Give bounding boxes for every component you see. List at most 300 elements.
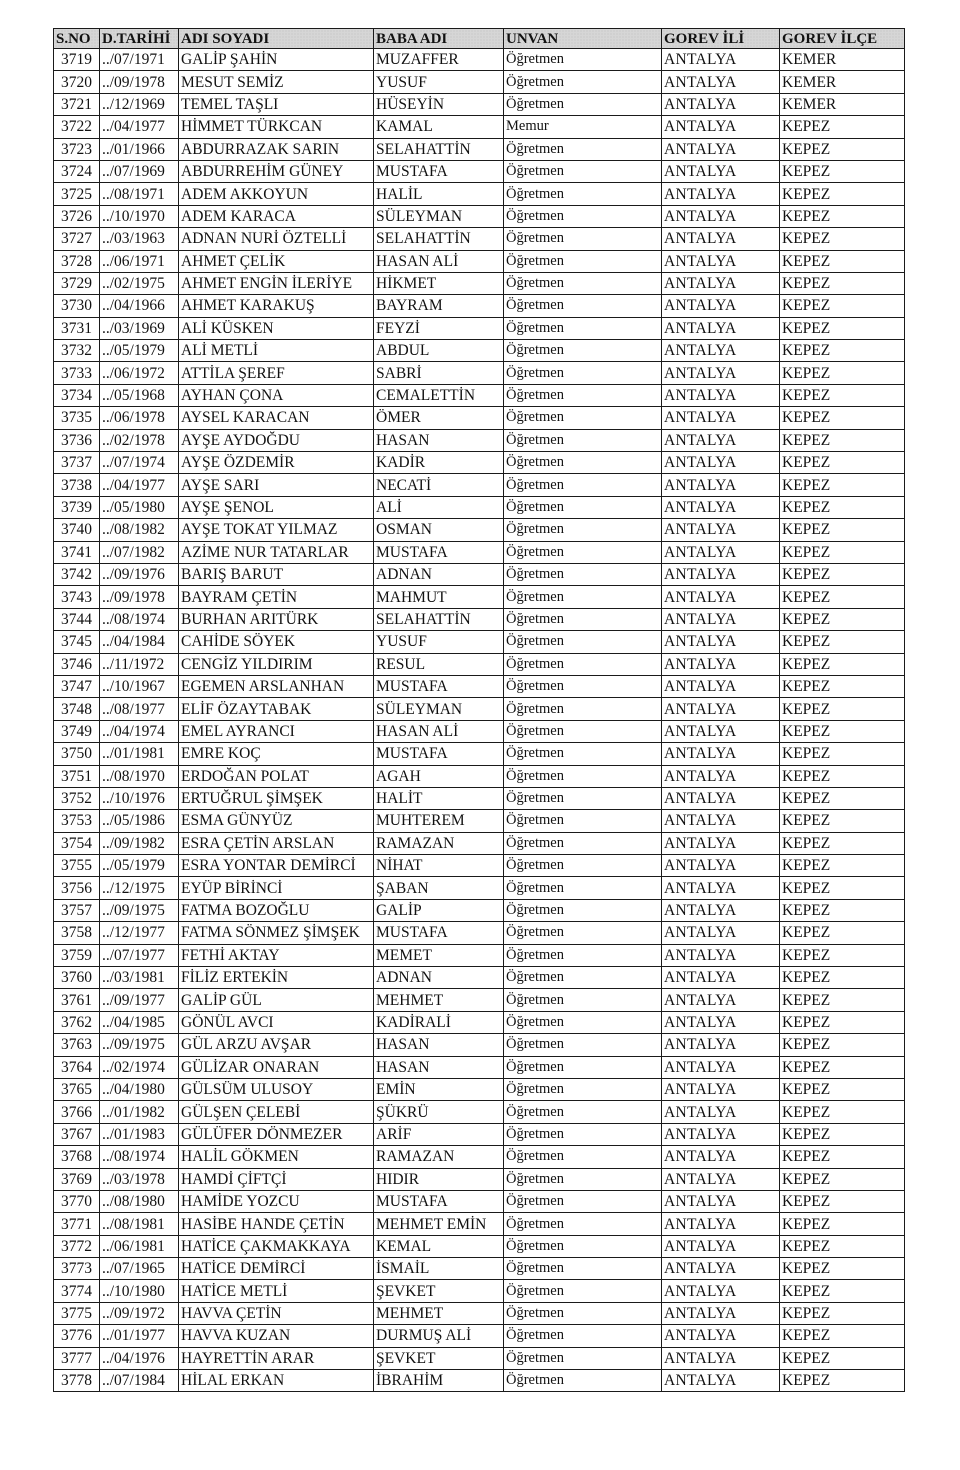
cell-birth-date: ../08/1974 xyxy=(100,1146,179,1168)
table-row xyxy=(54,1034,905,1056)
cell-father-name: HASAN ALİ xyxy=(374,250,504,272)
cell-province: ANTALYA xyxy=(662,810,780,832)
cell-province: ANTALYA xyxy=(662,160,780,182)
cell-birth-date: ../04/1977 xyxy=(100,116,179,138)
table-row xyxy=(54,183,905,205)
cell-sno: 3753 xyxy=(54,810,100,832)
table-row xyxy=(54,1280,905,1302)
cell-sno: 3754 xyxy=(54,832,100,854)
cell-sno: 3764 xyxy=(54,1056,100,1078)
table-row xyxy=(54,675,905,697)
cell-full-name: AYŞE SARI xyxy=(179,474,374,496)
header-province: GOREV İLİ xyxy=(662,29,780,49)
cell-district: KEPEZ xyxy=(780,989,905,1011)
cell-district: KEPEZ xyxy=(780,765,905,787)
cell-full-name: AZİME NUR TATARLAR xyxy=(179,541,374,563)
cell-district: KEPEZ xyxy=(780,1101,905,1123)
cell-title: Öğretmen xyxy=(504,474,662,496)
header-title: UNVAN xyxy=(504,29,662,49)
table-row xyxy=(54,1325,905,1347)
cell-title: Öğretmen xyxy=(504,832,662,854)
cell-title: Öğretmen xyxy=(504,631,662,653)
cell-district: KEPEZ xyxy=(780,877,905,899)
cell-birth-date: ../01/1983 xyxy=(100,1123,179,1145)
cell-title: Öğretmen xyxy=(504,541,662,563)
cell-province: ANTALYA xyxy=(662,1347,780,1369)
cell-district: KEPEZ xyxy=(780,295,905,317)
table-row xyxy=(54,1146,905,1168)
table-row xyxy=(54,496,905,518)
cell-father-name: BAYRAM xyxy=(374,295,504,317)
cell-full-name: MESUT SEMİZ xyxy=(179,71,374,93)
cell-birth-date: ../07/1977 xyxy=(100,944,179,966)
cell-full-name: ADNAN NURİ ÖZTELLİ xyxy=(179,228,374,250)
cell-father-name: YUSUF xyxy=(374,71,504,93)
cell-full-name: CENGİZ YILDIRIM xyxy=(179,653,374,675)
cell-father-name: MUSTAFA xyxy=(374,922,504,944)
cell-sno: 3722 xyxy=(54,116,100,138)
table-row xyxy=(54,989,905,1011)
cell-district: KEPEZ xyxy=(780,855,905,877)
cell-district: KEPEZ xyxy=(780,563,905,585)
cell-birth-date: ../08/1977 xyxy=(100,698,179,720)
cell-sno: 3726 xyxy=(54,205,100,227)
cell-title: Öğretmen xyxy=(504,93,662,115)
cell-district: KEPEZ xyxy=(780,1302,905,1324)
cell-sno: 3735 xyxy=(54,407,100,429)
cell-birth-date: ../08/1982 xyxy=(100,519,179,541)
personnel-list-document xyxy=(53,28,904,1392)
table-row xyxy=(54,1168,905,1190)
cell-birth-date: ../05/1979 xyxy=(100,855,179,877)
cell-title: Öğretmen xyxy=(504,1190,662,1212)
cell-father-name: İBRAHİM xyxy=(374,1370,504,1392)
cell-district: KEPEZ xyxy=(780,1078,905,1100)
cell-district: KEPEZ xyxy=(780,138,905,160)
cell-full-name: ESMA GÜNYÜZ xyxy=(179,810,374,832)
cell-birth-date: ../10/1976 xyxy=(100,787,179,809)
cell-birth-date: ../05/1968 xyxy=(100,384,179,406)
cell-district: KEPEZ xyxy=(780,183,905,205)
cell-sno: 3749 xyxy=(54,720,100,742)
cell-province: ANTALYA xyxy=(662,698,780,720)
cell-title: Öğretmen xyxy=(504,228,662,250)
cell-father-name: HÜSEYİN xyxy=(374,93,504,115)
cell-title: Öğretmen xyxy=(504,49,662,71)
cell-district: KEPEZ xyxy=(780,1011,905,1033)
table-body xyxy=(54,49,905,1392)
cell-title: Öğretmen xyxy=(504,496,662,518)
cell-birth-date: ../01/1966 xyxy=(100,138,179,160)
cell-father-name: KADİR xyxy=(374,452,504,474)
cell-sno: 3778 xyxy=(54,1370,100,1392)
table-row xyxy=(54,698,905,720)
cell-province: ANTALYA xyxy=(662,1370,780,1392)
cell-title: Öğretmen xyxy=(504,1370,662,1392)
cell-sno: 3757 xyxy=(54,899,100,921)
cell-province: ANTALYA xyxy=(662,675,780,697)
cell-sno: 3725 xyxy=(54,183,100,205)
cell-sno: 3751 xyxy=(54,765,100,787)
cell-province: ANTALYA xyxy=(662,205,780,227)
table-row xyxy=(54,295,905,317)
cell-title: Öğretmen xyxy=(504,250,662,272)
cell-district: KEPEZ xyxy=(780,967,905,989)
cell-father-name: ŞÜKRÜ xyxy=(374,1101,504,1123)
table-row xyxy=(54,922,905,944)
cell-full-name: EMEL AYRANCI xyxy=(179,720,374,742)
cell-title: Öğretmen xyxy=(504,563,662,585)
cell-province: ANTALYA xyxy=(662,563,780,585)
cell-birth-date: ../06/1971 xyxy=(100,250,179,272)
cell-province: ANTALYA xyxy=(662,1213,780,1235)
cell-district: KEPEZ xyxy=(780,698,905,720)
cell-district: KEPEZ xyxy=(780,384,905,406)
table-row xyxy=(54,1235,905,1257)
cell-province: ANTALYA xyxy=(662,608,780,630)
cell-father-name: ALİ xyxy=(374,496,504,518)
cell-title: Öğretmen xyxy=(504,183,662,205)
cell-father-name: SABRİ xyxy=(374,362,504,384)
cell-title: Öğretmen xyxy=(504,71,662,93)
cell-district: KEPEZ xyxy=(780,362,905,384)
cell-district: KEPEZ xyxy=(780,675,905,697)
cell-full-name: AHMET ÇELİK xyxy=(179,250,374,272)
cell-title: Öğretmen xyxy=(504,944,662,966)
cell-sno: 3729 xyxy=(54,272,100,294)
cell-district: KEPEZ xyxy=(780,608,905,630)
cell-province: ANTALYA xyxy=(662,250,780,272)
cell-birth-date: ../01/1977 xyxy=(100,1325,179,1347)
cell-full-name: EGEMEN ARSLANHAN xyxy=(179,675,374,697)
table-row xyxy=(54,1123,905,1145)
cell-district: KEPEZ xyxy=(780,228,905,250)
header-birth-date: D.TARİHİ xyxy=(100,29,179,49)
cell-father-name: ARİF xyxy=(374,1123,504,1145)
cell-district: KEPEZ xyxy=(780,810,905,832)
cell-province: ANTALYA xyxy=(662,1280,780,1302)
cell-father-name: MEHMET xyxy=(374,1302,504,1324)
cell-district: KEPEZ xyxy=(780,720,905,742)
table-row xyxy=(54,967,905,989)
cell-birth-date: ../09/1978 xyxy=(100,71,179,93)
cell-birth-date: ../12/1969 xyxy=(100,93,179,115)
cell-father-name: ŞEVKET xyxy=(374,1280,504,1302)
table-row xyxy=(54,384,905,406)
cell-sno: 3747 xyxy=(54,675,100,697)
cell-title: Öğretmen xyxy=(504,1235,662,1257)
cell-father-name: MUSTAFA xyxy=(374,675,504,697)
table-row xyxy=(54,720,905,742)
cell-province: ANTALYA xyxy=(662,272,780,294)
cell-full-name: AYŞE ÖZDEMİR xyxy=(179,452,374,474)
cell-father-name: MEHMET xyxy=(374,989,504,1011)
cell-father-name: ADNAN xyxy=(374,563,504,585)
cell-birth-date: ../09/1975 xyxy=(100,899,179,921)
cell-father-name: DURMUŞ ALİ xyxy=(374,1325,504,1347)
cell-province: ANTALYA xyxy=(662,586,780,608)
cell-district: KEPEZ xyxy=(780,922,905,944)
cell-birth-date: ../03/1978 xyxy=(100,1168,179,1190)
cell-province: ANTALYA xyxy=(662,49,780,71)
cell-birth-date: ../06/1972 xyxy=(100,362,179,384)
cell-province: ANTALYA xyxy=(662,429,780,451)
cell-district: KEPEZ xyxy=(780,250,905,272)
cell-father-name: HALİL xyxy=(374,183,504,205)
table-row xyxy=(54,138,905,160)
cell-full-name: HATİCE DEMİRCİ xyxy=(179,1258,374,1280)
cell-father-name: ŞABAN xyxy=(374,877,504,899)
cell-full-name: ERDOĞAN POLAT xyxy=(179,765,374,787)
cell-title: Öğretmen xyxy=(504,340,662,362)
cell-province: ANTALYA xyxy=(662,541,780,563)
cell-full-name: GÜLŞEN ÇELEBİ xyxy=(179,1101,374,1123)
cell-full-name: HATİCE ÇAKMAKKAYA xyxy=(179,1235,374,1257)
cell-province: ANTALYA xyxy=(662,1011,780,1033)
cell-sno: 3759 xyxy=(54,944,100,966)
cell-father-name: NİHAT xyxy=(374,855,504,877)
cell-father-name: OSMAN xyxy=(374,519,504,541)
cell-province: ANTALYA xyxy=(662,116,780,138)
cell-full-name: HAVVA KUZAN xyxy=(179,1325,374,1347)
cell-province: ANTALYA xyxy=(662,362,780,384)
header-father-name: BABA ADI xyxy=(374,29,504,49)
cell-district: KEPEZ xyxy=(780,586,905,608)
cell-sno: 3761 xyxy=(54,989,100,1011)
cell-sno: 3772 xyxy=(54,1235,100,1257)
cell-full-name: GÜL ARZU AVŞAR xyxy=(179,1034,374,1056)
cell-full-name: GÜLÜFER DÖNMEZER xyxy=(179,1123,374,1145)
cell-birth-date: ../09/1977 xyxy=(100,989,179,1011)
cell-title: Öğretmen xyxy=(504,653,662,675)
cell-district: KEPEZ xyxy=(780,1034,905,1056)
cell-full-name: BAYRAM ÇETİN xyxy=(179,586,374,608)
cell-province: ANTALYA xyxy=(662,228,780,250)
cell-title: Öğretmen xyxy=(504,1325,662,1347)
table-row xyxy=(54,160,905,182)
cell-title: Öğretmen xyxy=(504,1056,662,1078)
personnel-table xyxy=(53,28,905,1392)
cell-full-name: FATMA BOZOĞLU xyxy=(179,899,374,921)
cell-father-name: MUHTEREM xyxy=(374,810,504,832)
cell-sno: 3769 xyxy=(54,1168,100,1190)
cell-father-name: MUZAFFER xyxy=(374,49,504,71)
cell-father-name: SÜLEYMAN xyxy=(374,205,504,227)
cell-district: KEPEZ xyxy=(780,407,905,429)
cell-birth-date: ../10/1980 xyxy=(100,1280,179,1302)
cell-sno: 3776 xyxy=(54,1325,100,1347)
cell-birth-date: ../04/1984 xyxy=(100,631,179,653)
cell-district: KEPEZ xyxy=(780,429,905,451)
cell-title: Öğretmen xyxy=(504,698,662,720)
cell-district: KEPEZ xyxy=(780,272,905,294)
cell-birth-date: ../08/1974 xyxy=(100,608,179,630)
table-header-row xyxy=(54,29,905,49)
cell-father-name: HASAN ALİ xyxy=(374,720,504,742)
table-row xyxy=(54,1258,905,1280)
cell-sno: 3743 xyxy=(54,586,100,608)
header-district: GOREV İLÇE xyxy=(780,29,905,49)
table-row xyxy=(54,116,905,138)
cell-sno: 3723 xyxy=(54,138,100,160)
cell-province: ANTALYA xyxy=(662,1325,780,1347)
cell-full-name: HAYRETTİN ARAR xyxy=(179,1347,374,1369)
cell-full-name: ESRA YONTAR DEMİRCİ xyxy=(179,855,374,877)
cell-father-name: MUSTAFA xyxy=(374,743,504,765)
cell-province: ANTALYA xyxy=(662,1302,780,1324)
header-full-name: ADI SOYADI xyxy=(179,29,374,49)
cell-full-name: HASİBE HANDE ÇETİN xyxy=(179,1213,374,1235)
cell-father-name: SELAHATTİN xyxy=(374,228,504,250)
cell-title: Öğretmen xyxy=(504,1011,662,1033)
cell-sno: 3739 xyxy=(54,496,100,518)
cell-title: Öğretmen xyxy=(504,295,662,317)
table-row xyxy=(54,832,905,854)
cell-birth-date: ../06/1981 xyxy=(100,1235,179,1257)
table-row xyxy=(54,765,905,787)
cell-father-name: MUSTAFA xyxy=(374,160,504,182)
cell-title: Öğretmen xyxy=(504,967,662,989)
cell-district: KEPEZ xyxy=(780,519,905,541)
cell-birth-date: ../03/1963 xyxy=(100,228,179,250)
cell-district: KEPEZ xyxy=(780,452,905,474)
cell-sno: 3744 xyxy=(54,608,100,630)
cell-province: ANTALYA xyxy=(662,519,780,541)
cell-full-name: GALİP ŞAHİN xyxy=(179,49,374,71)
cell-district: KEPEZ xyxy=(780,787,905,809)
cell-full-name: ELİF ÖZAYTABAK xyxy=(179,698,374,720)
cell-birth-date: ../08/1980 xyxy=(100,1190,179,1212)
cell-district: KEPEZ xyxy=(780,1325,905,1347)
cell-full-name: HATİCE METLİ xyxy=(179,1280,374,1302)
cell-father-name: NECATİ xyxy=(374,474,504,496)
cell-province: ANTALYA xyxy=(662,653,780,675)
cell-father-name: SELAHATTİN xyxy=(374,608,504,630)
cell-full-name: AYŞE ŞENOL xyxy=(179,496,374,518)
cell-full-name: ALİ METLİ xyxy=(179,340,374,362)
cell-sno: 3770 xyxy=(54,1190,100,1212)
cell-sno: 3737 xyxy=(54,452,100,474)
cell-sno: 3724 xyxy=(54,160,100,182)
table-row xyxy=(54,519,905,541)
cell-birth-date: ../01/1982 xyxy=(100,1101,179,1123)
cell-district: KEPEZ xyxy=(780,832,905,854)
cell-full-name: HAMDİ ÇİFTÇİ xyxy=(179,1168,374,1190)
cell-full-name: BARIŞ BARUT xyxy=(179,563,374,585)
header-sno: S.NO xyxy=(54,29,100,49)
cell-district: KEPEZ xyxy=(780,1235,905,1257)
cell-district: KEPEZ xyxy=(780,340,905,362)
cell-full-name: ATTİLA ŞEREF xyxy=(179,362,374,384)
cell-full-name: HALİL GÖKMEN xyxy=(179,1146,374,1168)
cell-sno: 3736 xyxy=(54,429,100,451)
cell-full-name: GÜLİZAR ONARAN xyxy=(179,1056,374,1078)
cell-province: ANTALYA xyxy=(662,1146,780,1168)
cell-title: Öğretmen xyxy=(504,1302,662,1324)
table-row xyxy=(54,272,905,294)
cell-district: KEPEZ xyxy=(780,317,905,339)
cell-province: ANTALYA xyxy=(662,1235,780,1257)
cell-province: ANTALYA xyxy=(662,631,780,653)
cell-birth-date: ../03/1981 xyxy=(100,967,179,989)
cell-father-name: SELAHATTİN xyxy=(374,138,504,160)
cell-father-name: ADNAN xyxy=(374,967,504,989)
table-row xyxy=(54,71,905,93)
table-row xyxy=(54,787,905,809)
cell-title: Öğretmen xyxy=(504,810,662,832)
cell-full-name: FİLİZ ERTEKİN xyxy=(179,967,374,989)
cell-district: KEPEZ xyxy=(780,1370,905,1392)
cell-sno: 3721 xyxy=(54,93,100,115)
cell-district: KEPEZ xyxy=(780,899,905,921)
cell-title: Öğretmen xyxy=(504,407,662,429)
cell-province: ANTALYA xyxy=(662,743,780,765)
cell-title: Öğretmen xyxy=(504,1123,662,1145)
cell-title: Memur xyxy=(504,116,662,138)
cell-father-name: AGAH xyxy=(374,765,504,787)
cell-father-name: ŞEVKET xyxy=(374,1347,504,1369)
cell-sno: 3734 xyxy=(54,384,100,406)
table-row xyxy=(54,855,905,877)
cell-title: Öğretmen xyxy=(504,317,662,339)
cell-sno: 3741 xyxy=(54,541,100,563)
cell-birth-date: ../05/1980 xyxy=(100,496,179,518)
table-row xyxy=(54,1101,905,1123)
cell-title: Öğretmen xyxy=(504,877,662,899)
cell-birth-date: ../01/1981 xyxy=(100,743,179,765)
cell-province: ANTALYA xyxy=(662,1078,780,1100)
cell-father-name: HASAN xyxy=(374,429,504,451)
cell-father-name: İSMAİL xyxy=(374,1258,504,1280)
cell-full-name: TEMEL TAŞLI xyxy=(179,93,374,115)
table-row xyxy=(54,429,905,451)
cell-father-name: MAHMUT xyxy=(374,586,504,608)
cell-title: Öğretmen xyxy=(504,160,662,182)
table-row xyxy=(54,1370,905,1392)
cell-sno: 3732 xyxy=(54,340,100,362)
cell-birth-date: ../04/1980 xyxy=(100,1078,179,1100)
cell-sno: 3777 xyxy=(54,1347,100,1369)
table-row xyxy=(54,608,905,630)
cell-province: ANTALYA xyxy=(662,787,780,809)
cell-sno: 3768 xyxy=(54,1146,100,1168)
cell-full-name: AYHAN ÇONA xyxy=(179,384,374,406)
cell-father-name: MEMET xyxy=(374,944,504,966)
cell-province: ANTALYA xyxy=(662,452,780,474)
cell-full-name: HAMİDE YOZCU xyxy=(179,1190,374,1212)
cell-district: KEPEZ xyxy=(780,1056,905,1078)
cell-title: Öğretmen xyxy=(504,1347,662,1369)
cell-birth-date: ../09/1975 xyxy=(100,1034,179,1056)
cell-district: KEPEZ xyxy=(780,1213,905,1235)
table-row xyxy=(54,944,905,966)
cell-province: ANTALYA xyxy=(662,71,780,93)
cell-province: ANTALYA xyxy=(662,1056,780,1078)
cell-province: ANTALYA xyxy=(662,1101,780,1123)
cell-sno: 3740 xyxy=(54,519,100,541)
cell-title: Öğretmen xyxy=(504,1146,662,1168)
cell-province: ANTALYA xyxy=(662,765,780,787)
cell-province: ANTALYA xyxy=(662,989,780,1011)
cell-province: ANTALYA xyxy=(662,1168,780,1190)
table-row xyxy=(54,49,905,71)
cell-birth-date: ../07/1974 xyxy=(100,452,179,474)
cell-province: ANTALYA xyxy=(662,855,780,877)
cell-title: Öğretmen xyxy=(504,384,662,406)
cell-full-name: EYÜP BİRİNCİ xyxy=(179,877,374,899)
cell-title: Öğretmen xyxy=(504,1034,662,1056)
table-row xyxy=(54,743,905,765)
